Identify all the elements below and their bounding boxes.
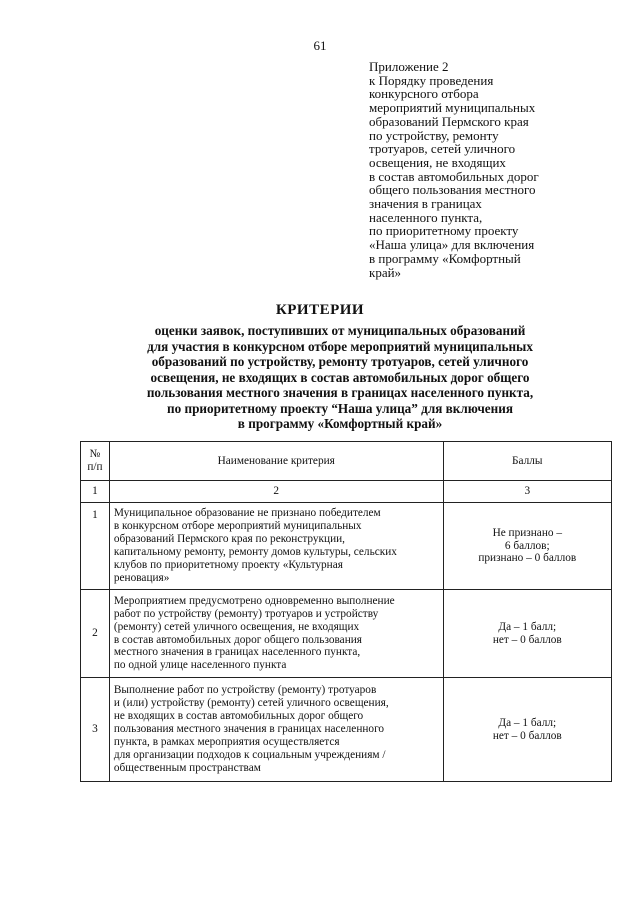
- criterion-line: образований Пермского края по реконструкции,: [113, 533, 346, 546]
- criterion-line: местного значения в границах населенного пункта,: [113, 646, 361, 659]
- header-number-line: п/п: [87, 461, 103, 473]
- subtitle-line: образований по устройству, ремонту тротуаров, сетей уличного: [151, 354, 529, 369]
- appendix-line: по устройству, ремонту: [369, 127, 499, 143]
- appendix-line: по приоритетному проекту: [369, 223, 519, 239]
- criterion-line: Выполнение работ по устройству (ремонту) тротуаров: [113, 684, 377, 697]
- criterion-line: в конкурсном отборе мероприятий муниципальных: [113, 520, 362, 533]
- criterion-line: Муниципальное образование не признано победителем: [113, 507, 381, 520]
- criterion-line: Мероприятием предусмотрено одновременно выполнение: [113, 594, 395, 607]
- appendix-line: образований Пермского края: [369, 113, 529, 129]
- criterion-line: реновация»: [113, 571, 170, 584]
- table-index-row: [81, 481, 612, 503]
- points-cell: [443, 590, 611, 678]
- subtitle-line: пользования местного значения в границах населенного пункта,: [146, 385, 534, 400]
- criterion-line: в состав автомобильных дорог общего пользования: [113, 633, 362, 646]
- header-number-line: №: [89, 448, 101, 461]
- subtitle-line: освещения, не входящих в состав автомобильных дорог общего: [150, 369, 530, 385]
- appendix-line: Приложение 2: [369, 59, 449, 74]
- table-row: [81, 678, 612, 782]
- subtitle-line: оценки заявок, поступивших от муниципальных образований: [154, 323, 526, 338]
- appendix-line: в программу «Комфортный: [369, 250, 521, 266]
- table-row: [81, 503, 612, 590]
- document-title: КРИТЕРИИ: [275, 302, 365, 318]
- subtitle-line: в программу «Комфортный край»: [237, 416, 443, 431]
- criterion-line: пункта, в рамках мероприятия осуществляется: [113, 735, 340, 748]
- appendix-line: к Порядку проведения: [369, 72, 494, 88]
- appendix-line: тротуаров, сетей уличного: [369, 141, 516, 157]
- row-number-cell: 3: [81, 678, 110, 782]
- criterion-line: общественным пространствам: [113, 761, 261, 774]
- appendix-line: общего пользования местного: [369, 182, 536, 198]
- appendix-line: конкурсного отбора: [369, 86, 479, 102]
- criterion-name-cell: [109, 590, 443, 678]
- points-line: 6 баллов;: [504, 539, 550, 552]
- criterion-line: для организации подходов к социальным учреждениям /: [113, 748, 386, 761]
- points-cell: [443, 503, 611, 590]
- points-line: Да – 1 балл;: [498, 620, 557, 633]
- index-cell: 3: [443, 481, 611, 503]
- appendix-header: [369, 60, 609, 279]
- document-subtitle: [0, 323, 640, 432]
- appendix-line: освещения, не входящих: [369, 154, 506, 170]
- points-line: нет – 0 баллов: [492, 729, 562, 742]
- table-row: [81, 590, 612, 678]
- criterion-line: капитальному ремонту, ремонту домов культуры, сельских: [113, 546, 397, 558]
- points-line: признано – 0 баллов: [478, 552, 577, 565]
- row-number-cell: 2: [81, 590, 110, 678]
- criterion-line: (ремонту) сетей уличного освещения, не входящих: [113, 620, 360, 633]
- table-header-row: [81, 442, 612, 481]
- appendix-line: населенного пункта,: [369, 209, 483, 225]
- criterion-line: работ по устройству (ремонту) тротуаров и устройству: [113, 607, 379, 620]
- appendix-line: край»: [369, 264, 402, 280]
- subtitle-line: для участия в конкурсном отборе мероприятий муниципальных: [147, 338, 533, 354]
- page-number: 61: [313, 38, 327, 53]
- index-cell: 2: [109, 481, 443, 503]
- appendix-line: значения в границах: [369, 196, 482, 212]
- criterion-name-cell: [109, 503, 443, 590]
- criterion-line: по одной улице населенного пункта: [113, 659, 287, 672]
- criterion-name-cell: [109, 678, 443, 782]
- criteria-table: [80, 441, 612, 782]
- points-line: Да – 1 балл;: [498, 716, 557, 729]
- row-number-cell: 1: [81, 503, 110, 590]
- points-cell: [443, 678, 611, 782]
- criterion-line: клубов по приоритетному проекту «Культурная: [113, 558, 343, 571]
- header-points-cell: Баллы: [443, 442, 611, 481]
- header-name-cell: Наименование критерия: [109, 442, 443, 481]
- criterion-line: пользования местного значения в границах населенного: [113, 723, 385, 736]
- subtitle-line: по приоритетному проекту “Наша улица” для включения: [167, 400, 513, 416]
- criterion-line: и (или) устройству (ремонту) сетей уличного освещения,: [113, 697, 389, 710]
- points-line: Не признано –: [492, 526, 562, 539]
- criterion-line: не входящих в состав автомобильных дорог общего: [113, 710, 364, 723]
- points-line: нет – 0 баллов: [492, 633, 562, 646]
- index-cell: 1: [81, 481, 110, 503]
- appendix-line: мероприятий муниципальных: [369, 100, 536, 116]
- header-number-cell: [81, 442, 110, 481]
- appendix-line: «Наша улица» для включения: [369, 237, 535, 253]
- appendix-line: в состав автомобильных дорог: [369, 168, 539, 184]
